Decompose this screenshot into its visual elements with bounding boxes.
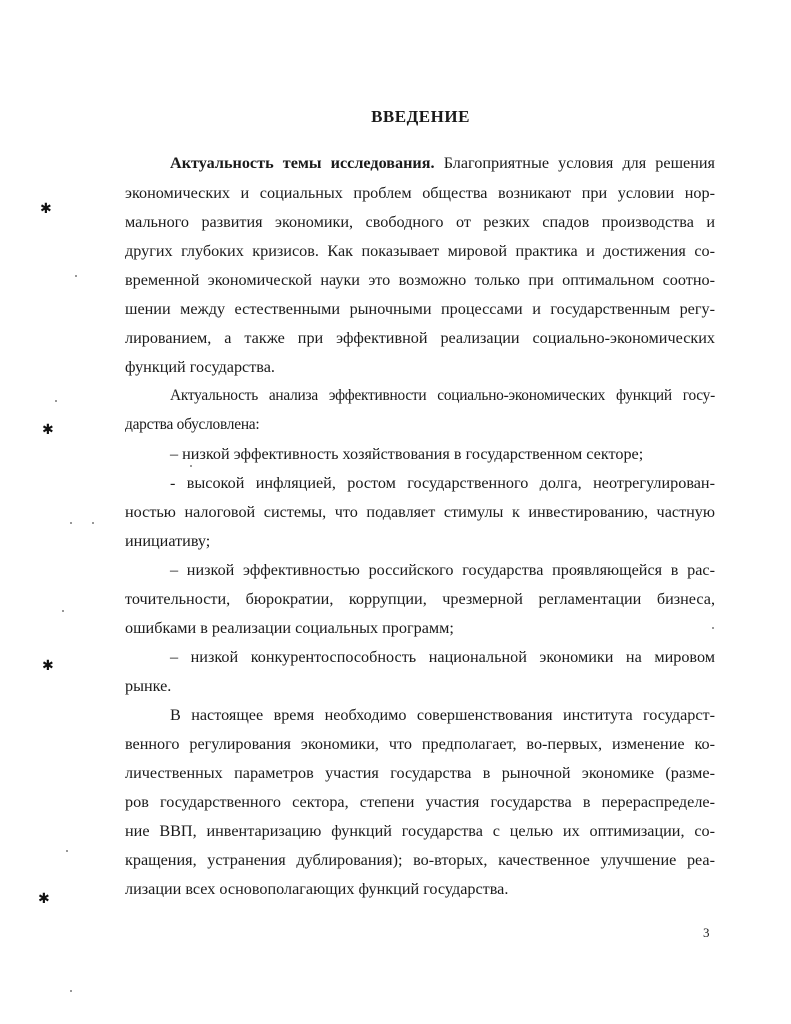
list-item: ошибками в реализации социальных программ; xyxy=(125,619,454,637)
scan-speck xyxy=(712,627,714,629)
paragraph-3-line: В настоящее время необходимо совершенствования института государст- xyxy=(170,706,715,724)
scan-speck xyxy=(75,275,77,277)
paragraph-3-line: личественных параметров участия государства в рыночной экономике (разме- xyxy=(125,764,715,782)
scan-speck xyxy=(66,850,68,852)
paragraph-3-line: венного регулирования экономики, что предполагает, во-первых, изменение ко- xyxy=(125,735,715,753)
paragraph-1-line: других глубоких кризисов. Как показывает мировой практика и достижения со- xyxy=(125,242,715,260)
paragraph-lead: Актуальность темы исследования. xyxy=(170,154,435,172)
paragraph-3-line: лизации всех основополагающих функций государства. xyxy=(125,880,509,898)
list-item: точительности, бюрократии, коррупции, чрезмерной регламентации бизнеса, xyxy=(125,590,715,608)
scan-speck xyxy=(55,400,57,402)
page-title: ВВЕДЕНИЕ xyxy=(371,107,470,126)
scan-speck xyxy=(190,465,192,467)
scan-speck xyxy=(62,610,64,612)
paragraph-3-line: ров государственного сектора, степени участия государства в перераспределе- xyxy=(125,793,715,811)
scan-speck xyxy=(92,522,94,524)
paragraph-1-line: экономических и социальных проблем общества возникают при условии нор- xyxy=(125,184,715,202)
scan-speck xyxy=(70,990,72,992)
list-item: рынке. xyxy=(125,677,172,695)
list-item: ностью налоговой системы, что подавляет стимулы к инвестированию, частную xyxy=(125,503,715,521)
page-number: 3 xyxy=(703,925,710,940)
paragraph-1-line-1 xyxy=(170,153,715,173)
paragraph-3-line: ние ВВП, инвентаризацию функций государства с целью их оптимизации, со- xyxy=(125,822,715,840)
list-item: – низкой эффективность хозяйствования в государственном секторе; xyxy=(170,445,644,463)
scan-speck xyxy=(70,522,72,524)
paragraph-2-line: Актуальность анализа эффективности социально-экономических функций госу- xyxy=(170,387,715,404)
list-item: – низкой конкурентоспособность национальной экономики на мировом xyxy=(170,648,715,666)
paragraph-1-line: временной экономической науки это возможно только при оптимальном соотно- xyxy=(125,271,715,289)
paragraph-1-line: мального развития экономики, свободного от резких спадов производства и xyxy=(125,213,715,231)
paragraph-text: Благоприятные условия для решения xyxy=(443,154,716,172)
list-item: – низкой эффективностью российского государства проявляющейся в рас- xyxy=(170,561,715,579)
list-item: инициативу; xyxy=(125,532,211,550)
list-item: - высокой инфляцией, ростом государственного долга, неотрегулирован- xyxy=(170,474,715,492)
scan-mark-icon: ✱ xyxy=(38,892,50,907)
scan-mark-icon: ✱ xyxy=(42,659,54,674)
paragraph-2-line: дарства обусловлена: xyxy=(125,416,260,433)
scan-mark-icon: ✱ xyxy=(40,202,52,217)
paragraph-3-line: кращения, устранения дублирования); во-вторых, качественное улучшение реа- xyxy=(125,851,715,869)
paragraph-1-line: шении между естественными рыночными процессами и государственным регу- xyxy=(125,300,715,318)
scan-mark-icon: ✱ xyxy=(42,423,54,438)
paragraph-1-line: лированием, а также при эффективной реализации социально-экономических xyxy=(125,329,715,347)
paragraph-1-line: функций государства. xyxy=(125,358,275,376)
